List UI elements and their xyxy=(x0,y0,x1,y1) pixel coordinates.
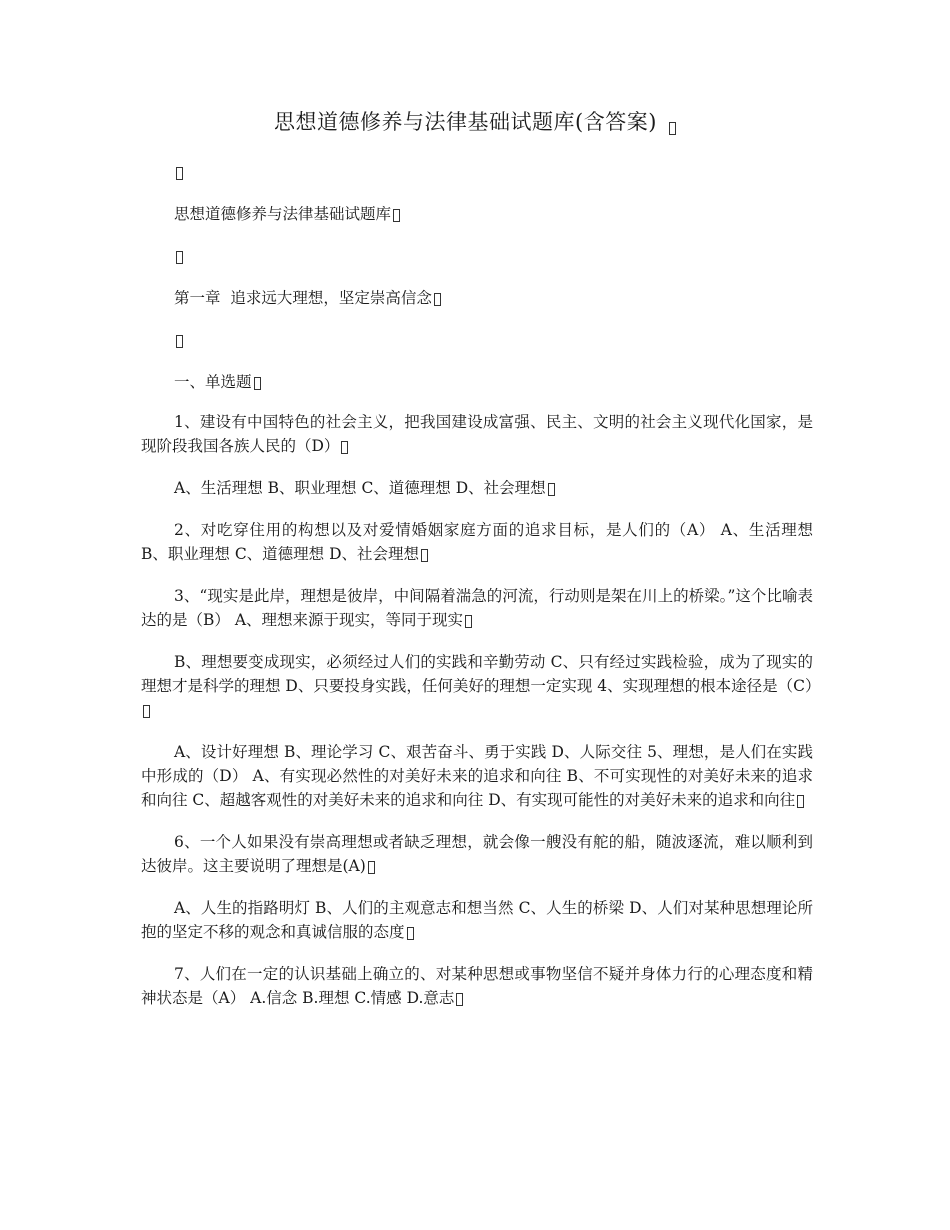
question-paragraph xyxy=(141,410,813,458)
placeholder-glyph-icon xyxy=(797,795,804,808)
placeholder-glyph-icon xyxy=(548,483,555,496)
chapter-heading xyxy=(141,286,813,310)
section-text: 一、单选题 xyxy=(174,373,252,391)
document-body xyxy=(141,160,821,1028)
options-paragraph xyxy=(141,740,813,812)
placeholder-glyph-icon xyxy=(434,293,441,306)
blank-line xyxy=(141,160,813,184)
paragraph-text: 6、一个人如果没有崇高理想或者缺乏理想，就会像一艘没有舵的船，随波逐流，难以顺利到达彼岸。这主要说明了理想是(A) xyxy=(141,833,813,875)
placeholder-glyph-icon xyxy=(456,993,463,1006)
placeholder-glyph-icon xyxy=(393,209,400,222)
placeholder-glyph-icon xyxy=(421,549,428,562)
options-paragraph xyxy=(141,650,821,722)
options-paragraph xyxy=(141,476,813,500)
document-title: 思想道德修养与法律基础试题库(含答案) xyxy=(274,110,657,134)
question-paragraph xyxy=(141,518,813,566)
chapter-text: 第一章 追求远大理想，坚定崇高信念 xyxy=(174,289,432,307)
paragraph-text: A、人生的指路明灯 B、人们的主观意志和想当然 C、人生的桥梁 D、人们对某种思想理论所抱的坚定不移的观念和真诚信服的态度 xyxy=(141,899,813,941)
question-paragraph xyxy=(141,830,813,878)
subtitle-paragraph xyxy=(141,202,813,226)
placeholder-glyph-icon xyxy=(254,377,261,390)
paragraph-text: A、设计好理想 B、理论学习 C、艰苦奋斗、勇于实践 D、人际交往 5、理想，是人们在实践中形成的（D） A、有实现必然性的对美好未来的追求和向往 B、不可实现性的对美好未来的追求和向往 C、超越客观性的对美好未来的追求和向往 D、有实现可能性的对美好未来的追求和向往 xyxy=(141,743,813,809)
question-paragraph xyxy=(141,584,813,632)
options-paragraph xyxy=(141,896,813,944)
placeholder-glyph-icon xyxy=(669,122,676,135)
placeholder-glyph-icon xyxy=(407,927,414,940)
document-title-line xyxy=(0,106,950,136)
placeholder-glyph-icon xyxy=(176,335,183,348)
paragraph-text: 3、“现实是此岸，理想是彼岸，中间隔着湍急的河流，行动则是架在川上的桥梁。”这个比喻表达的是（B） A、理想来源于现实，等同于现实 xyxy=(141,587,813,629)
paragraph-text: 2、对吃穿住用的构想以及对爱情婚姻家庭方面的追求目标，是人们的（A） A、生活理想 B、职业理想 C、道德理想 D、社会理想 xyxy=(141,521,813,563)
paragraph-text: 7、人们在一定的认识基础上确立的、对某种思想或事物坚信不疑并身体力行的心理态度和精神状态是（A） A.信念 B.理想 C.情感 D.意志 xyxy=(141,965,813,1007)
blank-line xyxy=(141,328,813,352)
placeholder-glyph-icon xyxy=(341,441,348,454)
question-paragraph xyxy=(141,962,813,1010)
placeholder-glyph-icon xyxy=(176,167,183,180)
blank-line xyxy=(141,244,813,268)
paragraph-text: 1、建设有中国特色的社会主义，把我国建设成富强、民主、文明的社会主义现代化国家，是现阶段我国各族人民的（D） xyxy=(141,413,813,455)
placeholder-glyph-icon xyxy=(465,615,472,628)
section-heading xyxy=(141,370,813,394)
subtitle-text: 思想道德修养与法律基础试题库 xyxy=(174,205,392,223)
placeholder-glyph-icon xyxy=(368,861,375,874)
paragraph-text: B、理想要变成现实，必须经过人们的实践和辛勤劳动 C、只有经过实践检验，成为了现实的理想才是科学的理想 D、只要投身实践，任何美好的理想一定实现 4、实现理想的根本途径是（C） xyxy=(141,653,821,695)
placeholder-glyph-icon xyxy=(143,705,150,718)
paragraph-text: A、生活理想 B、职业理想 C、道德理想 D、社会理想 xyxy=(174,479,546,497)
placeholder-glyph-icon xyxy=(176,251,183,264)
